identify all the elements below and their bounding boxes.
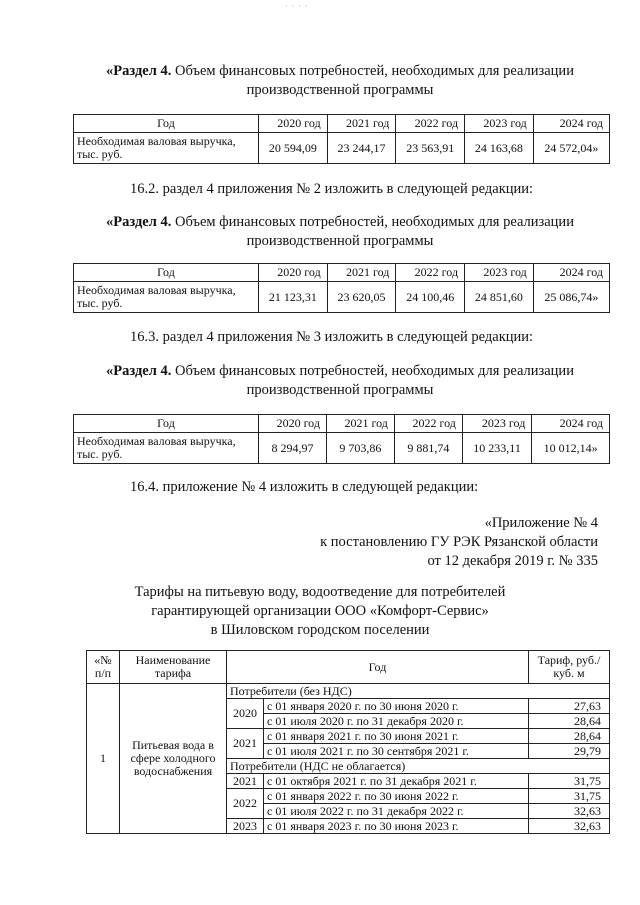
section3-heading: [60, 362, 620, 400]
tariff-value: 27,63: [529, 699, 610, 714]
year-cell: 2021: [227, 774, 264, 789]
section3-heading-line2: производственной программы: [246, 382, 434, 398]
year-header: 2021 год: [327, 264, 396, 282]
period-cell: с 01 января 2023 г. по 30 июня 2023 г.: [264, 819, 529, 834]
year-header: 2023 год: [465, 264, 534, 282]
value-cell: 24 851,60: [465, 282, 534, 313]
year-header: 2020 год: [259, 415, 327, 433]
year-header: 2021 год: [326, 415, 394, 433]
tariff-title: [40, 583, 600, 640]
value-cell: 24 163,68: [465, 133, 534, 164]
value-cell: 9 881,74: [394, 433, 462, 464]
value-cell: 10 012,14»: [532, 433, 610, 464]
period-cell: с 01 июля 2022 г. по 31 декабря 2022 г.: [264, 804, 529, 819]
year-header: 2020 год: [259, 115, 328, 133]
year-header: 2023 год: [462, 415, 531, 433]
section1-heading-line2: производственной программы: [246, 82, 434, 98]
year-header: 2022 год: [394, 415, 462, 433]
appendix-header: [320, 514, 598, 571]
group-label: Потребители (НДС не облагается): [227, 759, 610, 774]
year-cell: 2020: [227, 699, 264, 729]
year-header: 2024 год: [532, 415, 610, 433]
section3-table: [73, 414, 610, 464]
year-header: 2022 год: [396, 264, 465, 282]
row-label: Необходимая валовая выручка, тыс. руб.: [74, 433, 259, 464]
group-label: Потребители (без НДС): [227, 684, 610, 699]
table-header-year: Год: [74, 264, 259, 282]
value-cell: 10 233,11: [462, 433, 531, 464]
section2-heading-line2: производственной программы: [246, 233, 434, 249]
header-num: «№ п/п: [87, 651, 120, 684]
section2-heading-bold: «Раздел 4.: [106, 214, 172, 230]
value-cell: 23 563,91: [396, 133, 465, 164]
section1-heading-rest: Объем финансовых потребностей, необходимых для реализации: [171, 63, 574, 79]
header-tariff: Тариф, руб./куб. м: [529, 651, 610, 684]
year-header: 2024 год: [533, 115, 609, 133]
period-cell: с 01 июля 2021 г. по 30 сентября 2021 г.: [264, 744, 529, 759]
table-header-year: Год: [74, 115, 259, 133]
header-year: Год: [227, 651, 529, 684]
tariff-value: 28,64: [529, 714, 610, 729]
value-cell: 25 086,74»: [533, 282, 609, 313]
row-number: 1: [87, 684, 120, 834]
row-label: Необходимая валовая выручка, тыс. руб.: [74, 133, 259, 164]
value-cell: 24 100,46: [396, 282, 465, 313]
tariff-table: [86, 650, 610, 834]
tariff-value: 32,63: [529, 804, 610, 819]
year-header: 2022 год: [396, 115, 465, 133]
period-cell: с 01 июля 2020 г. по 31 декабря 2020 г.: [264, 714, 529, 729]
value-cell: 23 244,17: [327, 133, 396, 164]
year-cell: 2023: [227, 819, 264, 834]
year-header: 2021 год: [327, 115, 396, 133]
tariff-title-line2: гарантирующей организации ООО «Комфорт-Сервис»: [151, 603, 489, 619]
paragraph-16-4: 16.4. приложение № 4 изложить в следующей редакции:: [130, 479, 479, 495]
period-cell: с 01 января 2022 г. по 30 июня 2022 г.: [264, 789, 529, 804]
appendix-line2: к постановлению ГУ РЭК Рязанской области: [320, 534, 598, 550]
tariff-title-line3: в Шиловском городском поселении: [210, 622, 430, 638]
year-header: 2020 год: [259, 264, 328, 282]
tariff-value: 31,75: [529, 789, 610, 804]
tariff-value: 31,75: [529, 774, 610, 789]
tariff-title-line1: Тарифы на питьевую воду, водоотведение для потребителей: [134, 584, 506, 600]
period-cell: с 01 января 2021 г. по 30 июня 2021 г.: [264, 729, 529, 744]
section2-table: [73, 263, 610, 313]
section1-heading-bold: «Раздел 4.: [106, 63, 172, 79]
tariff-value: 28,64: [529, 729, 610, 744]
section1-table: [73, 114, 610, 164]
section3-heading-bold: «Раздел 4.: [106, 363, 172, 379]
period-cell: с 01 октября 2021 г. по 31 декабря 2021 г.: [264, 774, 529, 789]
tariff-value: 29,79: [529, 744, 610, 759]
table-header-year: Год: [74, 415, 259, 433]
value-cell: 23 620,05: [327, 282, 396, 313]
scan-marks: · · · ·: [285, 2, 309, 11]
value-cell: 24 572,04»: [533, 133, 609, 164]
value-cell: 21 123,31: [259, 282, 328, 313]
section2-heading: [60, 213, 620, 251]
row-label: Необходимая валовая выручка, тыс. руб.: [74, 282, 259, 313]
tariff-value: 32,63: [529, 819, 610, 834]
appendix-line1: «Приложение № 4: [484, 515, 598, 531]
appendix-line3: от 12 декабря 2019 г. № 335: [427, 553, 598, 569]
value-cell: 20 594,09: [259, 133, 328, 164]
year-header: 2024 год: [533, 264, 609, 282]
paragraph-16-3: 16.3. раздел 4 приложения № 3 изложить в следующей редакции:: [130, 329, 534, 345]
value-cell: 8 294,97: [259, 433, 327, 464]
tariff-name: Питьевая вода в сфере холодного водоснабжения: [120, 684, 227, 834]
year-cell: 2022: [227, 789, 264, 819]
period-cell: с 01 января 2020 г. по 30 июня 2020 г.: [264, 699, 529, 714]
section2-heading-rest: Объем финансовых потребностей, необходимых для реализации: [171, 214, 574, 230]
section1-heading: [60, 62, 620, 100]
year-cell: 2021: [227, 729, 264, 759]
year-header: 2023 год: [465, 115, 534, 133]
paragraph-16-2: 16.2. раздел 4 приложения № 2 изложить в следующей редакции:: [130, 181, 534, 197]
section3-heading-rest: Объем финансовых потребностей, необходимых для реализации: [171, 363, 574, 379]
header-name: Наименование тарифа: [120, 651, 227, 684]
value-cell: 9 703,86: [326, 433, 394, 464]
